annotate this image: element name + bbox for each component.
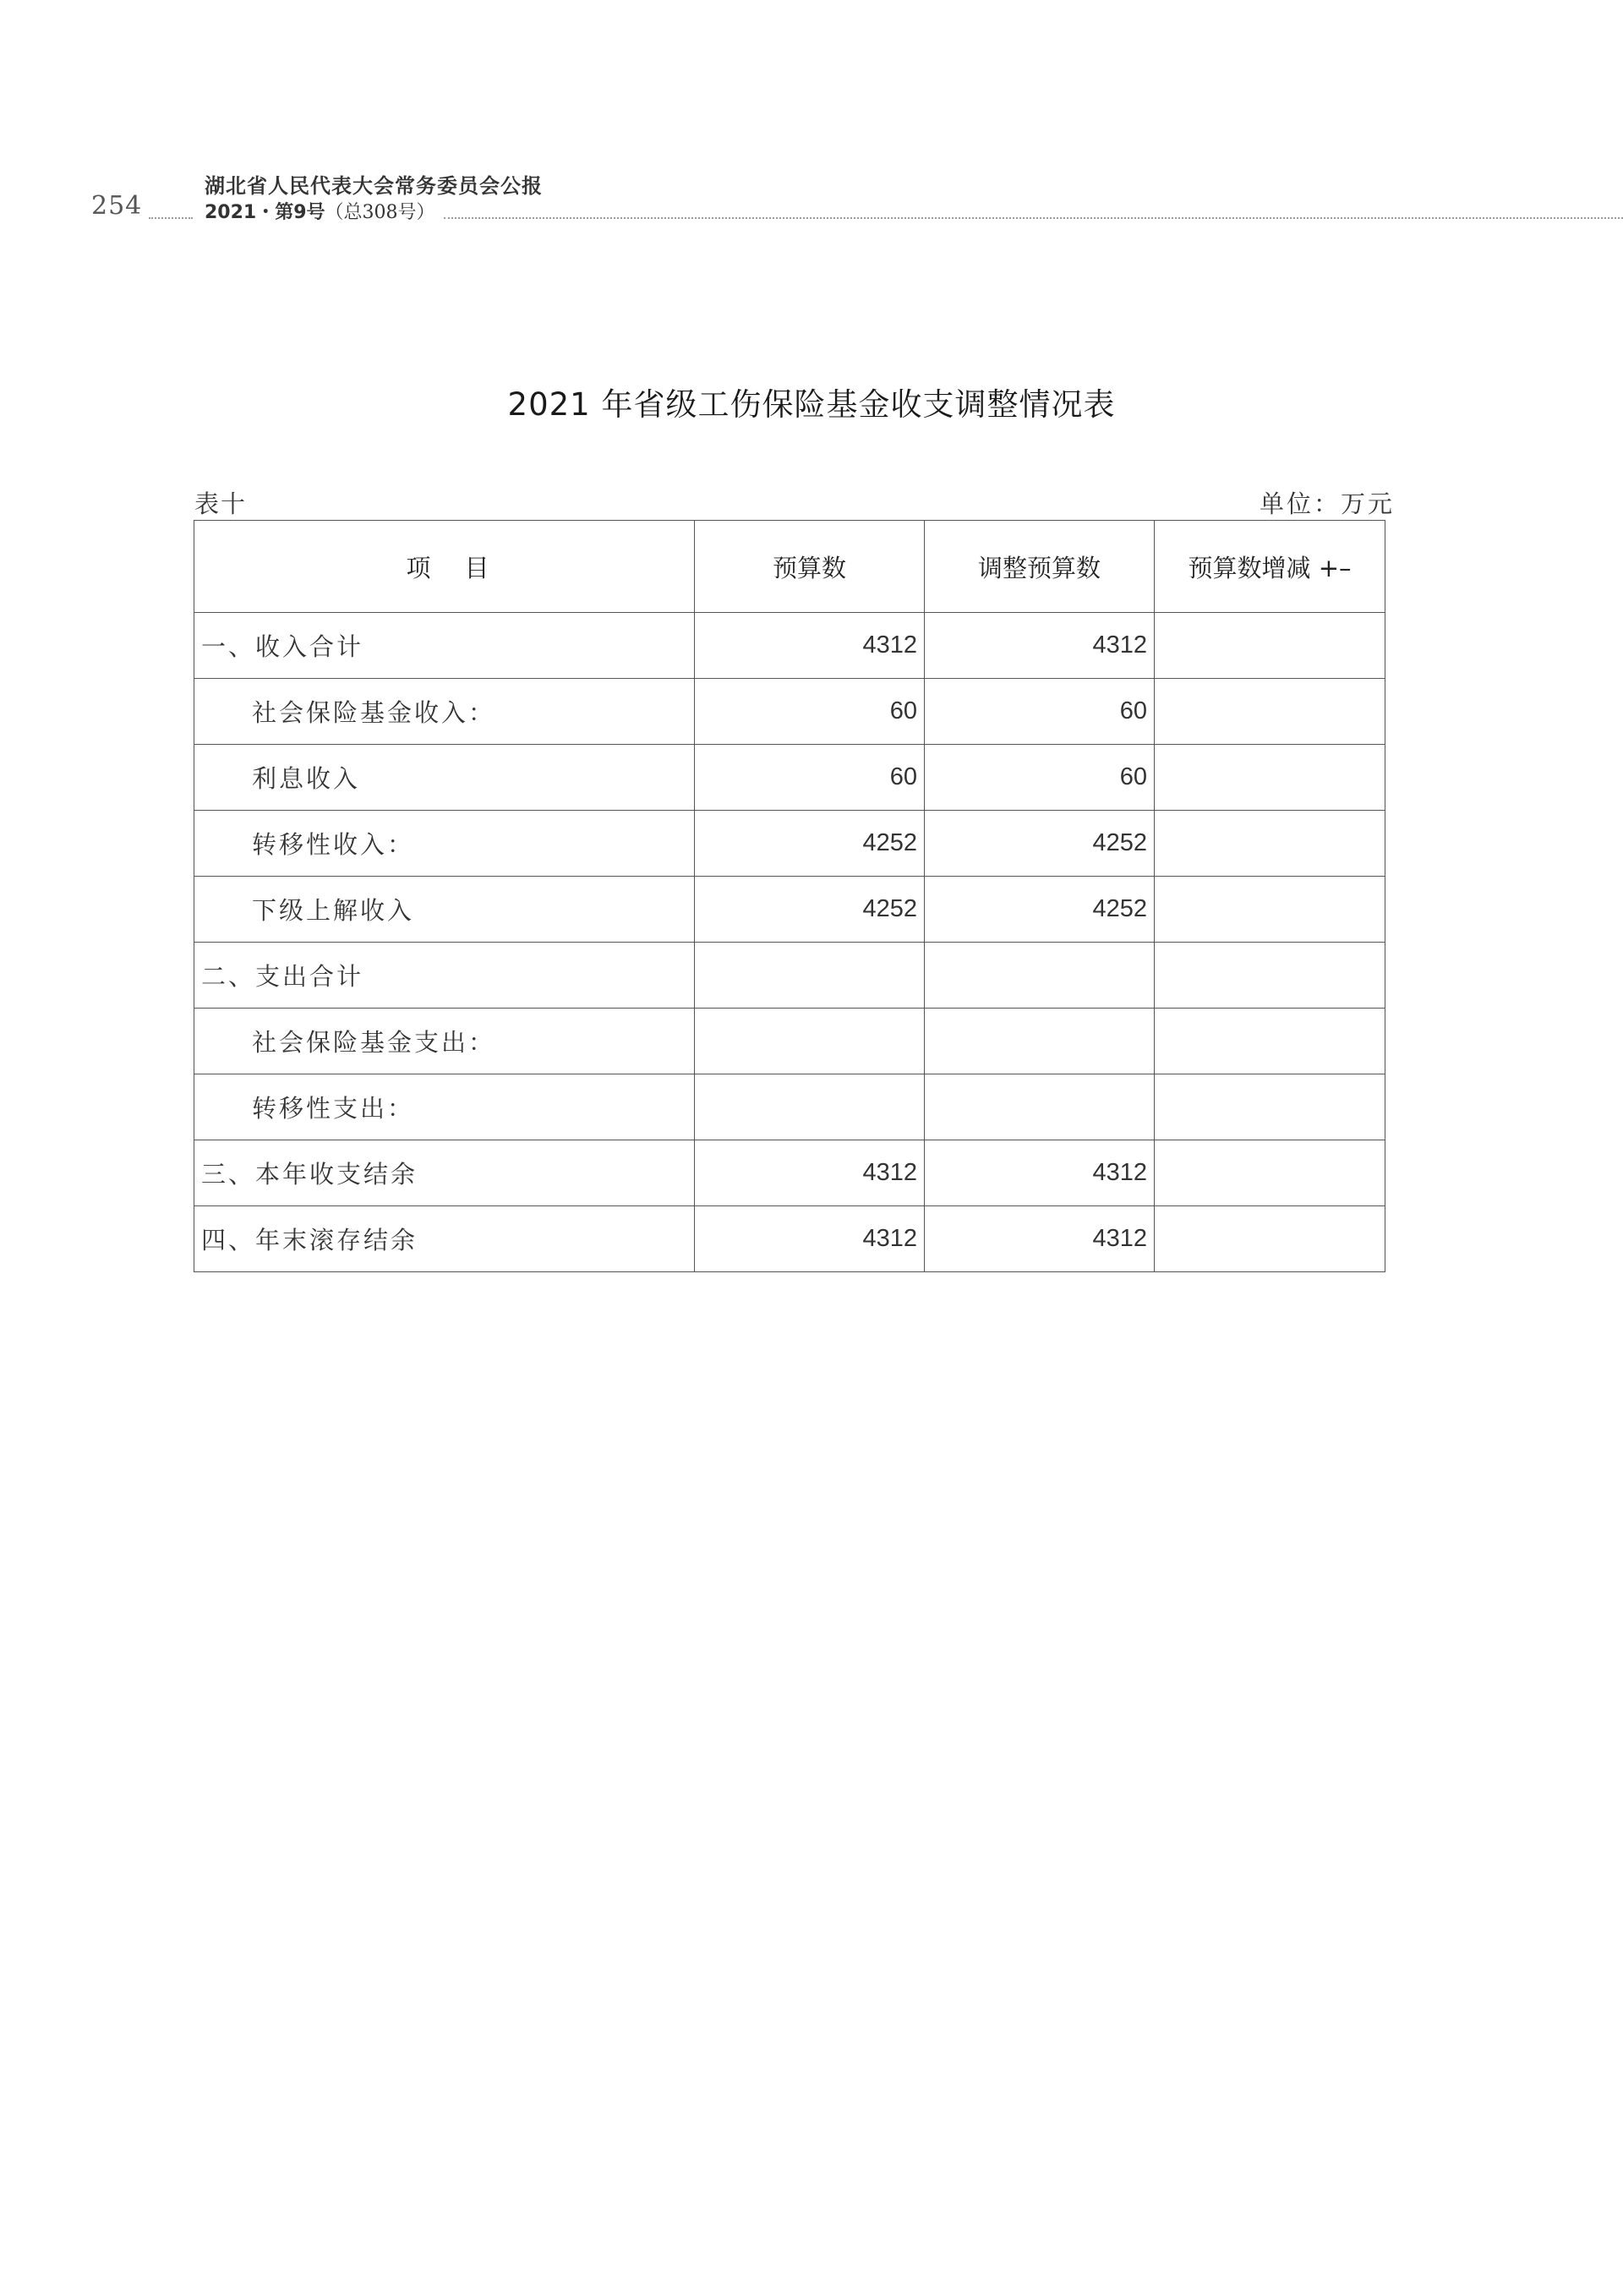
row-item: 下级上解收入 (194, 877, 695, 943)
issue-line (205, 200, 543, 227)
row-budget: 60 (695, 745, 925, 811)
row-adjusted: 4252 (925, 811, 1155, 877)
row-budget: 60 (695, 679, 925, 745)
row-item: 一、收入合计 (194, 613, 695, 679)
row-change (1155, 1140, 1385, 1206)
row-budget: 4312 (695, 1140, 925, 1206)
table-row (194, 877, 1385, 943)
issue-total-number: （总308号） (325, 202, 435, 223)
row-adjusted (925, 943, 1155, 1009)
row-item: 四、年末滚存结余 (194, 1206, 695, 1272)
table-header-row (194, 521, 1385, 613)
row-change (1155, 1206, 1385, 1272)
issue-number: 2021・第9号 (205, 202, 325, 223)
row-change (1155, 1074, 1385, 1140)
row-adjusted: 4252 (925, 877, 1155, 943)
column-header-adjusted: 调整预算数 (925, 521, 1155, 613)
budget-table (194, 520, 1385, 1272)
row-budget (695, 1009, 925, 1074)
table-row (194, 745, 1385, 811)
row-budget (695, 1074, 925, 1140)
row-adjusted: 60 (925, 679, 1155, 745)
row-item: 二、支出合计 (194, 943, 695, 1009)
row-change (1155, 811, 1385, 877)
row-item: 转移性收入： (194, 811, 695, 877)
column-header-item: 项目 (194, 521, 695, 613)
row-adjusted: 4312 (925, 1206, 1155, 1272)
row-change (1155, 1009, 1385, 1074)
table-row (194, 1009, 1385, 1074)
row-budget: 4312 (695, 1206, 925, 1272)
table-row (194, 811, 1385, 877)
page-number: 254 (91, 191, 143, 221)
row-change (1155, 943, 1385, 1009)
row-change (1155, 679, 1385, 745)
row-change (1155, 877, 1385, 943)
column-header-budget: 预算数 (695, 521, 925, 613)
row-change (1155, 745, 1385, 811)
row-item: 转移性支出： (194, 1074, 695, 1140)
row-budget: 4252 (695, 811, 925, 877)
row-adjusted: 4312 (925, 1140, 1155, 1206)
table-row (194, 943, 1385, 1009)
row-adjusted (925, 1009, 1155, 1074)
table-row (194, 1140, 1385, 1206)
header-divider-left (149, 217, 193, 219)
row-change (1155, 613, 1385, 679)
unit-label: 单位：万元 (1260, 489, 1396, 518)
row-budget: 4252 (695, 877, 925, 943)
row-budget (695, 943, 925, 1009)
row-item: 社会保险基金支出： (194, 1009, 695, 1074)
row-item: 社会保险基金收入： (194, 679, 695, 745)
journal-name: 湖北省人民代表大会常务委员会公报 (205, 174, 543, 198)
document-title: 2021 年省级工伤保险基金收支调整情况表 (507, 386, 1116, 423)
row-item: 利息收入 (194, 745, 695, 811)
row-adjusted: 60 (925, 745, 1155, 811)
table-label: 表十 (194, 489, 248, 518)
row-budget: 4312 (695, 613, 925, 679)
row-item: 三、本年收支结余 (194, 1140, 695, 1206)
row-adjusted: 4312 (925, 613, 1155, 679)
column-header-change: 预算数增减 +– (1155, 521, 1385, 613)
row-adjusted (925, 1074, 1155, 1140)
table-row (194, 1074, 1385, 1140)
table-row (194, 1206, 1385, 1272)
table-row (194, 613, 1385, 679)
header-divider-right (444, 217, 1623, 219)
table-row (194, 679, 1385, 745)
